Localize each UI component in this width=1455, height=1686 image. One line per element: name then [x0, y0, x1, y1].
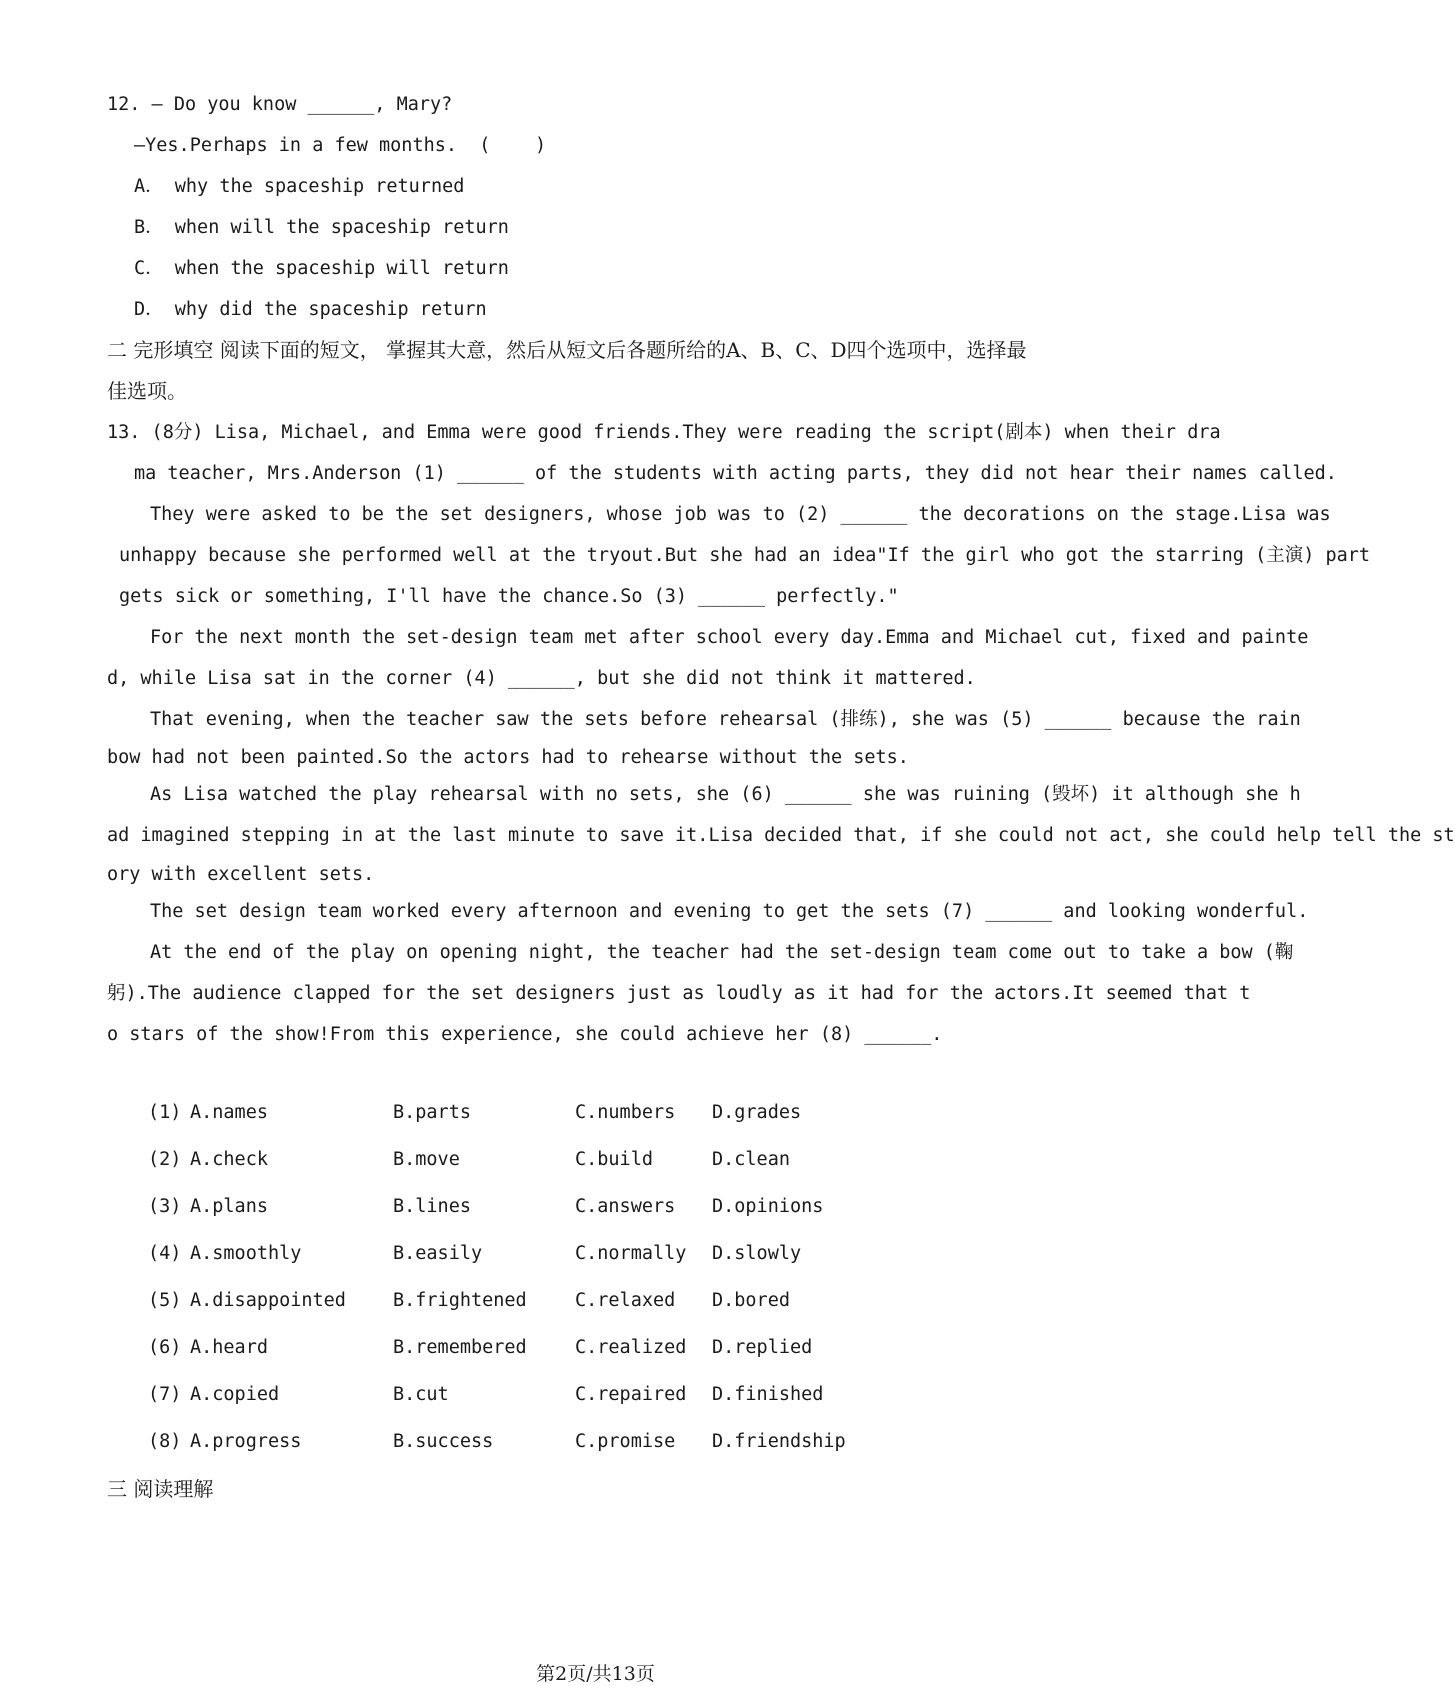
choice-b: B.frightened	[393, 1290, 527, 1311]
q12-option-d: D． why did the spaceship return	[134, 299, 487, 320]
page-number: 第2页/共13页	[536, 1663, 655, 1685]
choice-d: D.finished	[712, 1384, 824, 1405]
choice-a: A.copied	[190, 1384, 280, 1405]
choice-num: (3)	[148, 1196, 182, 1217]
passage-line: d, while Lisa sat in the corner (4) ______, but she did not think it mattered.	[107, 668, 976, 689]
choice-b: B.parts	[393, 1102, 471, 1123]
choice-num: (5)	[148, 1290, 182, 1311]
choice-b: B.lines	[393, 1196, 471, 1217]
passage-line: For the next month the set-design team met after school every day.Emma and Michael cut, fixed and painte	[150, 627, 1309, 648]
passage-line: 躬).The audience clapped for the set designers just as loudly as it had for the actors.It seemed that t	[107, 983, 1251, 1004]
choice-d: D.clean	[712, 1149, 790, 1170]
choice-a: A.smoothly	[190, 1243, 302, 1264]
choice-d: D.replied	[712, 1337, 813, 1358]
choice-c: C.answers	[575, 1196, 676, 1217]
choice-b: B.move	[393, 1149, 460, 1170]
choice-a: A.plans	[190, 1196, 268, 1217]
choice-a: A.names	[190, 1102, 268, 1123]
q12-stem: 12. — Do you know ______, Mary?	[107, 94, 453, 115]
passage-line: ma teacher, Mrs.Anderson (1) ______ of the students with acting parts, they did not hear their names called.	[134, 463, 1337, 484]
choice-c: C.normally	[575, 1243, 687, 1264]
choice-d: D.bored	[712, 1290, 790, 1311]
choice-num: (2)	[148, 1149, 182, 1170]
passage-line: As Lisa watched the play rehearsal with no sets, she (6) ______ she was ruining (毁坏) it although she h	[150, 784, 1301, 805]
choice-d: D.friendship	[712, 1431, 846, 1452]
choice-b: B.cut	[393, 1384, 449, 1405]
passage-line: unhappy because she performed well at the tryout.But she had an idea"If the girl who got the starring (主演) part	[119, 545, 1371, 566]
choice-c: C.realized	[575, 1337, 687, 1358]
choice-c: C.numbers	[575, 1102, 676, 1123]
section2-title-line1: 二 完形填空 阅读下面的短文， 掌握其大意，然后从短文后各题所给的A、B、C、D四个选项中，选择最	[107, 338, 1027, 362]
passage-line: They were asked to be the set designers, whose job was to (2) ______ the decorations on the stage.Lisa was	[150, 504, 1331, 525]
choice-num: (8)	[148, 1431, 182, 1452]
passage-line: bow had not been painted.So the actors had to rehearse without the sets.	[107, 747, 909, 768]
q12-option-a: A． why the spaceship returned	[134, 176, 465, 197]
passage-line: The set design team worked every afternoon and evening to get the sets (7) ______ and looking wonderful.	[150, 901, 1309, 922]
passage-line: 13. (8分) Lisa, Michael, and Emma were good friends.They were reading the script(剧本) when their dra	[107, 422, 1221, 443]
passage-line: o stars of the show!From this experience, she could achieve her (8) ______.	[107, 1024, 943, 1045]
choice-a: A.check	[190, 1149, 268, 1170]
choice-c: C.repaired	[575, 1384, 687, 1405]
choice-d: D.slowly	[712, 1243, 802, 1264]
choice-a: A.heard	[190, 1337, 268, 1358]
choice-num: (6)	[148, 1337, 182, 1358]
choice-b: B.remembered	[393, 1337, 527, 1358]
q12-option-b: B． when will the spaceship return	[134, 217, 509, 238]
choice-a: A.disappointed	[190, 1290, 346, 1311]
choice-b: B.success	[393, 1431, 494, 1452]
choice-c: C.relaxed	[575, 1290, 676, 1311]
choice-c: C.build	[575, 1149, 653, 1170]
passage-line: At the end of the play on opening night, the teacher had the set-design team come out to take a bow (鞠	[150, 942, 1294, 963]
passage-line: ad imagined stepping in at the last minute to save it.Lisa decided that, if she could not act, she could help tell the st	[107, 825, 1455, 846]
choice-num: (4)	[148, 1243, 182, 1264]
choice-num: (1)	[148, 1102, 182, 1123]
q12-reply: —Yes.Perhaps in a few months. ( )	[134, 135, 547, 156]
section2-title-line2: 佳选项。	[107, 379, 187, 403]
choice-d: D.grades	[712, 1102, 802, 1123]
choice-b: B.easily	[393, 1243, 483, 1264]
passage-line: gets sick or something, I'll have the chance.So (3) ______ perfectly."	[119, 586, 899, 607]
choice-c: C.promise	[575, 1431, 676, 1452]
passage-line: ory with excellent sets.	[107, 864, 375, 885]
choice-d: D.opinions	[712, 1196, 824, 1217]
choice-a: A.progress	[190, 1431, 302, 1452]
q12-option-c: C． when the spaceship will return	[134, 258, 509, 279]
passage-line: That evening, when the teacher saw the sets before rehearsal (排练), she was (5) ______ because the rain	[150, 709, 1301, 730]
section3-title: 三 阅读理解	[107, 1477, 214, 1501]
choice-num: (7)	[148, 1384, 182, 1405]
